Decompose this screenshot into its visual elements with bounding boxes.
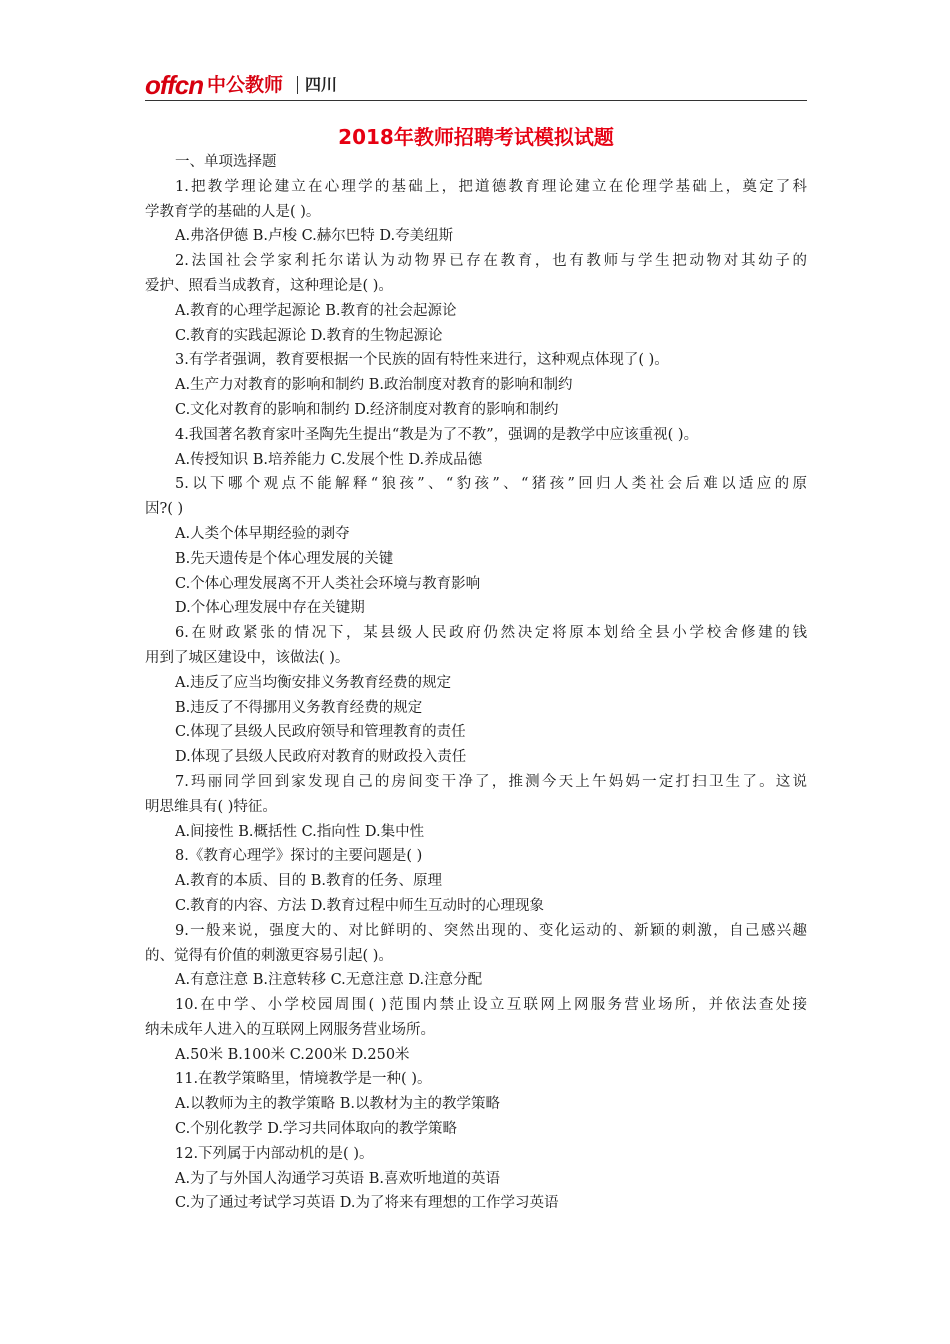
text-line: C.教育的内容、方法 D.教育过程中师生互动时的心理现象 bbox=[175, 897, 545, 914]
text-line: A.教育的心理学起源论 B.教育的社会起源论 bbox=[175, 302, 457, 319]
text-line: A.有意注意 B.注意转移 C.无意注意 D.注意分配 bbox=[175, 972, 483, 989]
text-line: B.违反了不得挪用义务教育经费的规定 bbox=[175, 699, 423, 716]
text-line: A.生产力对教育的影响和制约 B.政治制度对教育的影响和制约 bbox=[175, 377, 573, 394]
text-line: 12.下列属于内部动机的是( )。 bbox=[175, 1145, 374, 1162]
text-line: 明思维具有( )特征。 bbox=[145, 798, 277, 815]
text-line: 8.《教育心理学》探讨的主要问题是( ) bbox=[175, 848, 423, 865]
text-line: A.为了与外国人沟通学习英语 B.喜欢听地道的英语 bbox=[175, 1170, 500, 1187]
text-line: D.个体心理发展中存在关键期 bbox=[175, 600, 365, 617]
header-divider bbox=[297, 76, 298, 94]
text-line: A.教育的本质、目的 B.教育的任务、原理 bbox=[175, 873, 442, 890]
text-line: 11.在教学策略里，情境教学是一种( )。 bbox=[175, 1071, 432, 1088]
text-line: 6.在财政紧张的情况下，某县级人民政府仍然决定将原本划给全县小学校舍修建的钱 bbox=[175, 625, 807, 642]
text-line: A.50米 B.100米 C.200米 D.250米 bbox=[175, 1046, 410, 1063]
text-line: C.为了通过考试学习英语 D.为了将来有理想的工作学习英语 bbox=[175, 1195, 559, 1212]
text-line: B.先天遗传是个体心理发展的关键 bbox=[175, 550, 394, 567]
header-rule bbox=[145, 100, 807, 101]
text-line: C.体现了县级人民政府领导和管理教育的责任 bbox=[175, 724, 466, 741]
text-line: A.弗洛伊德 B.卢梭 C.赫尔巴特 D.夸美纽斯 bbox=[175, 228, 454, 245]
text-line: 10.在中学、小学校园周围( )范围内禁止设立互联网上网服务营业场所，并依法查处接 bbox=[175, 997, 807, 1014]
brand-name: 中公教师 bbox=[207, 74, 284, 96]
text-line: A.以教师为主的教学策略 B.以教材为主的教学策略 bbox=[175, 1096, 500, 1113]
text-line: 4.我国著名教育家叶圣陶先生提出“教是为了不教”，强调的是教学中应该重视( )。 bbox=[175, 426, 699, 443]
text-line: 因?( ) bbox=[145, 501, 184, 518]
text-line: D.体现了县级人民政府对教育的财政投入责任 bbox=[175, 749, 467, 766]
text-line: A.间接性 B.概括性 C.指向性 D.集中性 bbox=[175, 823, 425, 840]
text-line: 爱护、照看当成教育，这种理论是( )。 bbox=[145, 277, 393, 294]
text-line: A.违反了应当均衡安排义务教育经费的规定 bbox=[175, 674, 452, 691]
document-body bbox=[145, 150, 807, 1216]
text-line: C.教育的实践起源论 D.教育的生物起源论 bbox=[175, 327, 443, 344]
offcn-logo: offcn bbox=[145, 70, 204, 100]
text-line: 用到了城区建设中，该做法( )。 bbox=[145, 649, 350, 666]
document-title: 2018年教师招聘考试模拟试题 bbox=[338, 125, 614, 149]
text-line: A.人类个体早期经验的剥夺 bbox=[175, 525, 350, 542]
text-line: 7.玛丽同学回到家发现自己的房间变干净了，推测今天上午妈妈一定打扫卫生了。这说 bbox=[175, 773, 807, 790]
text-line: 学教育学的基础的人是( )。 bbox=[145, 203, 321, 220]
text-line: 9.一般来说，强度大的、对比鲜明的、突然出现的、变化运动的、新颖的刺激，自己感兴趣 bbox=[175, 922, 807, 939]
page-header bbox=[145, 70, 807, 100]
text-line: C.个别化教学 D.学习共同体取向的教学策略 bbox=[175, 1121, 458, 1138]
text-line: 5.以下哪个观点不能解释“狼孩”、“豹孩”、“猪孩”回归人类社会后难以适应的原 bbox=[175, 476, 807, 493]
text-line: 2.法国社会学家利托尔诺认为动物界已存在教育，也有教师与学生把动物对其幼子的 bbox=[175, 253, 807, 270]
text-line: 1.把教学理论建立在心理学的基础上，把道德教育理论建立在伦理学基础上，奠定了科 bbox=[175, 178, 807, 195]
text-line: C.文化对教育的影响和制约 D.经济制度对教育的影响和制约 bbox=[175, 401, 559, 418]
region-label: 四川 bbox=[305, 75, 338, 94]
text-line: 纳未成年人进入的互联网上网服务营业场所。 bbox=[145, 1021, 435, 1038]
text-line: 的、觉得有价值的刺激更容易引起( )。 bbox=[145, 947, 393, 964]
text-line: A.传授知识 B.培养能力 C.发展个性 D.养成品德 bbox=[175, 451, 483, 468]
text-line: 一、单项选择题 bbox=[175, 154, 277, 170]
text-line: 3.有学者强调，教育要根据一个民族的固有特性来进行，这种观点体现了( )。 bbox=[175, 352, 669, 369]
text-line: C.个体心理发展离不开人类社会环境与教育影响 bbox=[175, 575, 481, 592]
